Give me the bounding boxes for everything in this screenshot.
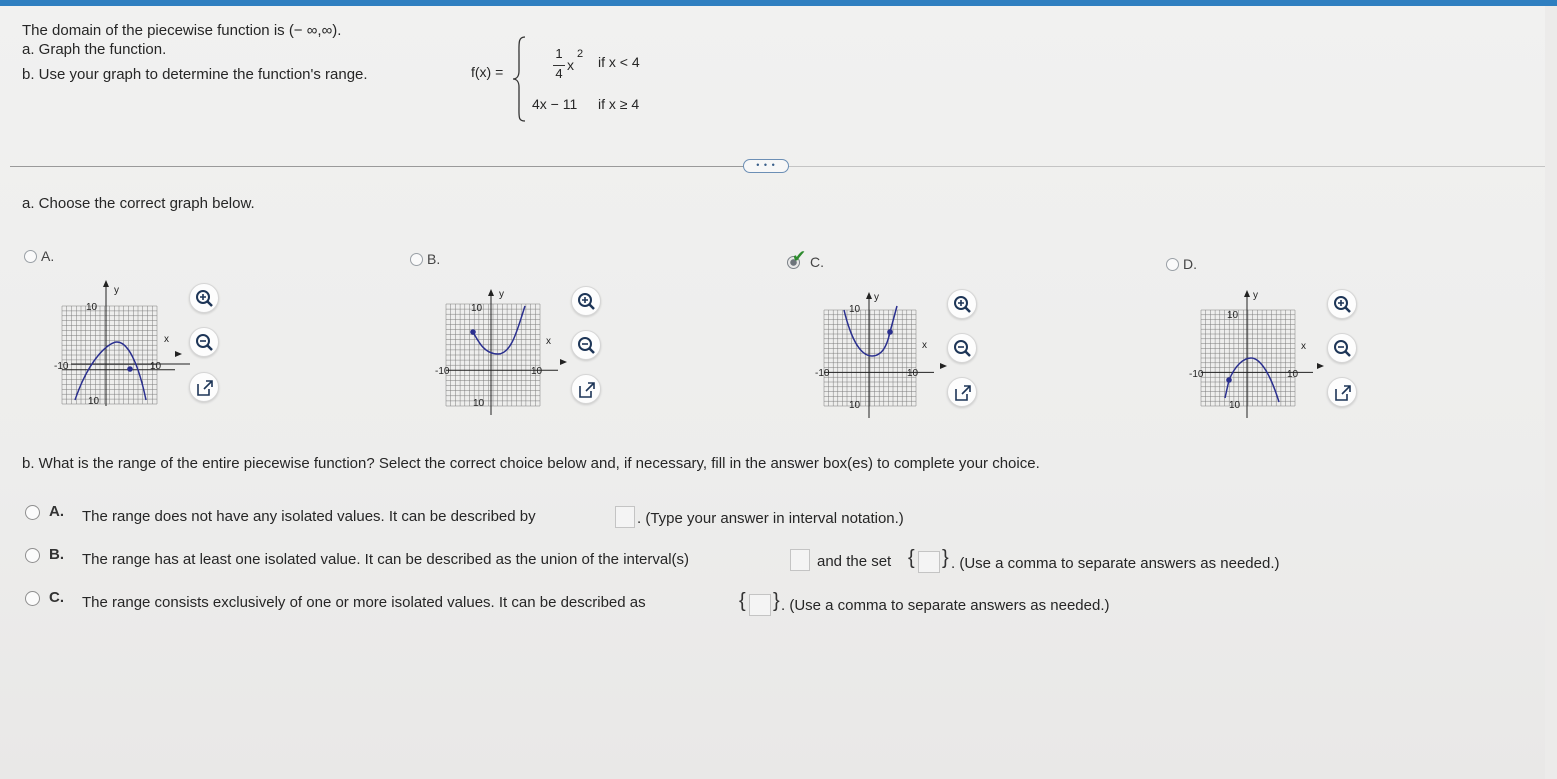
union-interval-input[interactable] bbox=[790, 549, 810, 571]
y-axis-arrow-icon bbox=[103, 280, 109, 287]
y-max-label: 10 bbox=[1227, 310, 1239, 321]
option-c-zoom-in-button[interactable] bbox=[947, 289, 977, 319]
piece1-exponent: 2 bbox=[577, 48, 584, 60]
x-min-label: -10 bbox=[815, 368, 830, 379]
parabola-curve bbox=[844, 310, 890, 356]
option-d-label: D. bbox=[1183, 256, 1197, 272]
piece1-variable: x bbox=[567, 57, 574, 73]
option-c-label: C. bbox=[810, 254, 824, 270]
section-divider-right bbox=[785, 166, 1545, 167]
piece1-condition: if x < 4 bbox=[598, 54, 640, 70]
section-divider-left bbox=[10, 166, 745, 167]
part-a-prompt: a. Choose the correct graph below. bbox=[22, 195, 255, 212]
endpoint-dot bbox=[470, 329, 476, 335]
domain-text: The domain of the piecewise function is (− ∞,∞). bbox=[22, 22, 342, 39]
external-link-icon bbox=[195, 378, 215, 398]
set-brace-close: } bbox=[942, 547, 949, 569]
x-axis-label: x bbox=[1301, 341, 1306, 352]
range-choice-c-letter: C. bbox=[49, 589, 64, 606]
option-d-radio[interactable] bbox=[1166, 258, 1179, 271]
external-link-icon bbox=[953, 383, 973, 403]
y-min-label: 10 bbox=[473, 398, 485, 409]
isolated-values-input[interactable] bbox=[749, 594, 771, 616]
zoom-in-icon bbox=[953, 295, 973, 315]
question-page bbox=[0, 6, 1545, 779]
part-b-prompt: b. What is the range of the entire piecewise function? Select the correct choice below and, if necessary, fill in the answer box(es) to complete your choice. bbox=[22, 455, 1040, 472]
part-a-instruction: a. Graph the function. bbox=[22, 41, 167, 58]
zoom-in-icon bbox=[577, 292, 597, 312]
option-a-label: A. bbox=[41, 248, 55, 264]
y-axis-label: y bbox=[499, 289, 504, 300]
zoom-out-icon bbox=[195, 333, 215, 353]
zoom-out-icon bbox=[1333, 339, 1353, 359]
fraction-numerator: 1 bbox=[555, 46, 563, 61]
left-brace-icon bbox=[512, 35, 528, 123]
range-choice-a-text: The range does not have any isolated values. It can be described by bbox=[82, 508, 536, 525]
range-choice-a-radio[interactable] bbox=[25, 505, 40, 520]
option-a-zoom-out-button[interactable] bbox=[189, 327, 219, 357]
option-a-graph bbox=[50, 276, 190, 406]
graph-grid bbox=[446, 304, 558, 406]
range-choice-c-text: The range consists exclusively of one or more isolated values. It can be described as bbox=[82, 594, 646, 611]
option-a-radio[interactable] bbox=[24, 250, 37, 263]
x-max-label: 10 bbox=[907, 368, 919, 379]
x-axis-label: x bbox=[546, 336, 551, 347]
x-axis-arrow-icon bbox=[175, 351, 182, 357]
option-c-graph bbox=[812, 288, 952, 418]
option-c-zoom-out-button[interactable] bbox=[947, 333, 977, 363]
endpoint-dot bbox=[887, 329, 893, 335]
y-axis-label: y bbox=[114, 285, 119, 296]
option-d-graph bbox=[1187, 288, 1327, 418]
x-axis-label: x bbox=[922, 340, 927, 351]
endpoint-dot bbox=[127, 366, 133, 372]
x-max-label: 10 bbox=[150, 361, 162, 372]
option-b-graph bbox=[432, 285, 572, 415]
option-d-popout-button[interactable] bbox=[1327, 377, 1357, 407]
set-brace-open: { bbox=[908, 547, 915, 569]
range-choice-c-radio[interactable] bbox=[25, 591, 40, 606]
set-brace-close: } bbox=[773, 590, 780, 612]
x-axis-arrow-icon bbox=[940, 363, 947, 369]
graph-grid bbox=[824, 310, 934, 406]
expand-toggle-button[interactable]: • • • bbox=[743, 159, 789, 173]
range-choice-c-hint: . (Use a comma to separate answers as needed.) bbox=[781, 597, 1110, 614]
y-min-label: 10 bbox=[849, 400, 861, 411]
graph-grid bbox=[1201, 310, 1313, 406]
y-axis-arrow-icon bbox=[488, 289, 494, 296]
option-a-zoom-in-button[interactable] bbox=[189, 283, 219, 313]
option-b-zoom-out-button[interactable] bbox=[571, 330, 601, 360]
y-axis-arrow-icon bbox=[1244, 290, 1250, 297]
correct-check-icon: ✔ bbox=[792, 247, 807, 266]
y-axis-label: y bbox=[874, 292, 879, 303]
range-choice-b-text: The range has at least one isolated value. It can be described as the union of the interval(s) bbox=[82, 551, 690, 568]
y-min-label: 10 bbox=[1229, 400, 1241, 411]
option-a-popout-button[interactable] bbox=[189, 372, 219, 402]
formula-fx: f(x) = bbox=[471, 64, 504, 80]
piece2-expression: 4x − 11 bbox=[532, 96, 578, 112]
part-b-instruction: b. Use your graph to determine the function's range. bbox=[22, 66, 368, 83]
y-max-label: 10 bbox=[86, 302, 98, 313]
zoom-in-icon bbox=[195, 289, 215, 309]
zoom-in-icon bbox=[1333, 295, 1353, 315]
range-choice-b-hint: . (Use a comma to separate answers as needed.) bbox=[951, 555, 1280, 572]
range-interval-input[interactable] bbox=[615, 506, 635, 528]
y-max-label: 10 bbox=[471, 303, 483, 314]
option-c-popout-button[interactable] bbox=[947, 377, 977, 407]
y-axis-label: y bbox=[1253, 290, 1258, 301]
option-b-popout-button[interactable] bbox=[571, 374, 601, 404]
x-min-label: -10 bbox=[1189, 369, 1204, 380]
isolated-set-input[interactable] bbox=[918, 551, 940, 573]
range-choice-b-radio[interactable] bbox=[25, 548, 40, 563]
x-max-label: 10 bbox=[1287, 369, 1299, 380]
range-choice-a-letter: A. bbox=[49, 503, 64, 520]
x-max-label: 10 bbox=[531, 366, 543, 377]
fraction-denominator: 4 bbox=[555, 66, 563, 81]
x-axis-label: x bbox=[164, 334, 169, 345]
zoom-out-icon bbox=[953, 339, 973, 359]
y-axis-arrow-icon bbox=[866, 292, 872, 299]
range-choice-b-letter: B. bbox=[49, 546, 64, 563]
range-choice-b-middle: and the set bbox=[817, 553, 892, 570]
option-d-zoom-in-button[interactable] bbox=[1327, 289, 1357, 319]
x-min-label: -10 bbox=[435, 366, 450, 377]
y-max-label: 10 bbox=[849, 304, 861, 315]
piece2-condition: if x ≥ 4 bbox=[598, 96, 640, 112]
endpoint-dot bbox=[1226, 377, 1232, 383]
option-b-radio[interactable] bbox=[410, 253, 423, 266]
option-d-zoom-out-button[interactable] bbox=[1327, 333, 1357, 363]
y-min-label: 10 bbox=[88, 396, 100, 406]
external-link-icon bbox=[1333, 383, 1353, 403]
zoom-out-icon bbox=[577, 336, 597, 356]
x-min-label: -10 bbox=[54, 361, 69, 372]
option-b-label: B. bbox=[427, 251, 441, 267]
x-axis-arrow-icon bbox=[1317, 363, 1324, 369]
range-choice-a-hint: . (Type your answer in interval notation.) bbox=[637, 510, 904, 527]
set-brace-open: { bbox=[739, 590, 746, 612]
x-axis-arrow-icon bbox=[560, 359, 567, 365]
option-b-zoom-in-button[interactable] bbox=[571, 286, 601, 316]
external-link-icon bbox=[577, 380, 597, 400]
